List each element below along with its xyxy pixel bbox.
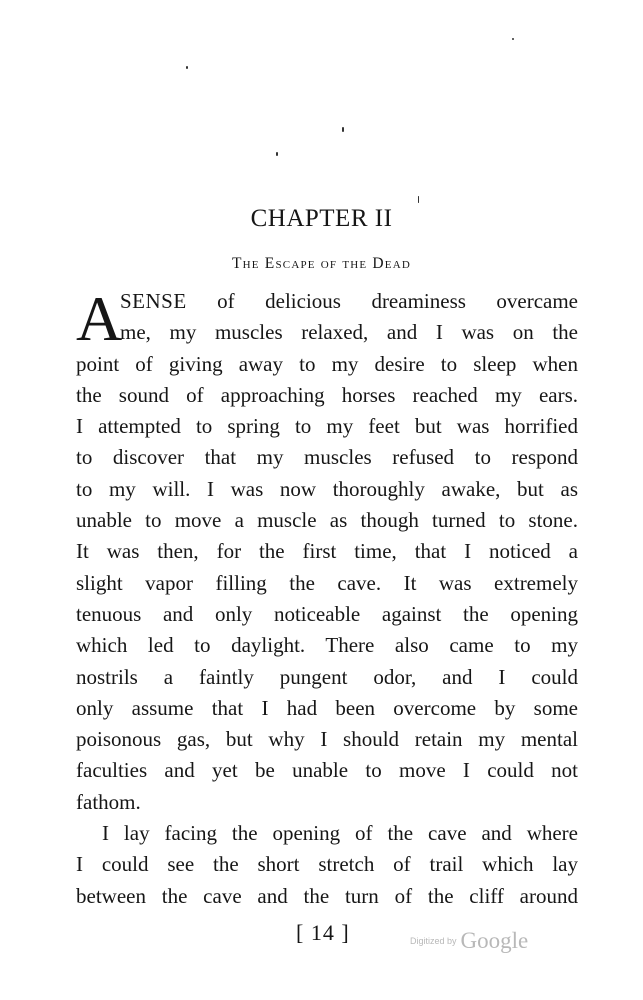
text-line: SENSE of delicious dreaminess overcame xyxy=(120,289,578,313)
text-line: to discover that my muscles refused to respond xyxy=(76,445,578,470)
text-line: I attempted to spring to my feet but was horrified xyxy=(76,414,578,439)
text-line: the sound of approaching horses reached my ears. xyxy=(76,382,578,407)
text-line: It was then, for the first time, that I noticed a xyxy=(76,539,578,564)
first-word: SENSE xyxy=(120,289,187,313)
scan-speck xyxy=(342,127,344,132)
google-logo: Google xyxy=(460,928,529,953)
text-line: to my will. I was now thoroughly awake, but as xyxy=(76,476,578,501)
watermark-text: Digitized by xyxy=(410,936,457,946)
text-line: slight vapor filling the cave. It was extremely xyxy=(76,570,578,595)
chapter-subtitle: The Escape of the Dead xyxy=(232,255,411,272)
text-line: which led to daylight. There also came to my xyxy=(76,633,578,658)
text-line: tenuous and only noticeable against the opening xyxy=(76,601,578,626)
text-line: I could see the short stretch of trail which lay xyxy=(76,852,578,877)
scan-speck xyxy=(276,152,278,156)
text-line: only assume that I had been overcome by some xyxy=(76,695,578,720)
drop-cap: A xyxy=(76,283,123,354)
digitized-watermark xyxy=(410,928,528,954)
scan-speck xyxy=(418,196,419,203)
scan-speck xyxy=(186,66,188,69)
text-line: faculties and yet be unable to move I could not xyxy=(76,758,578,783)
text-line: unable to move a muscle as though turned to stone. xyxy=(76,508,578,533)
text-line: nostrils a faintly pungent odor, and I could xyxy=(76,664,578,689)
scan-speck xyxy=(512,38,514,40)
text-line: between the cave and the turn of the cliff around xyxy=(76,883,578,908)
text-line: me, my muscles relaxed, and I was on the xyxy=(120,320,578,345)
text-line: point of giving away to my desire to sleep when xyxy=(76,351,578,376)
chapter-text xyxy=(76,283,578,912)
text-line: poisonous gas, but why I should retain my mental xyxy=(76,727,578,752)
text-line: fathom. xyxy=(76,789,141,814)
chapter-title: CHAPTER II xyxy=(250,205,393,232)
page-number: [ 14 ] xyxy=(296,920,350,945)
text-line: I lay facing the opening of the cave and where xyxy=(102,821,578,846)
